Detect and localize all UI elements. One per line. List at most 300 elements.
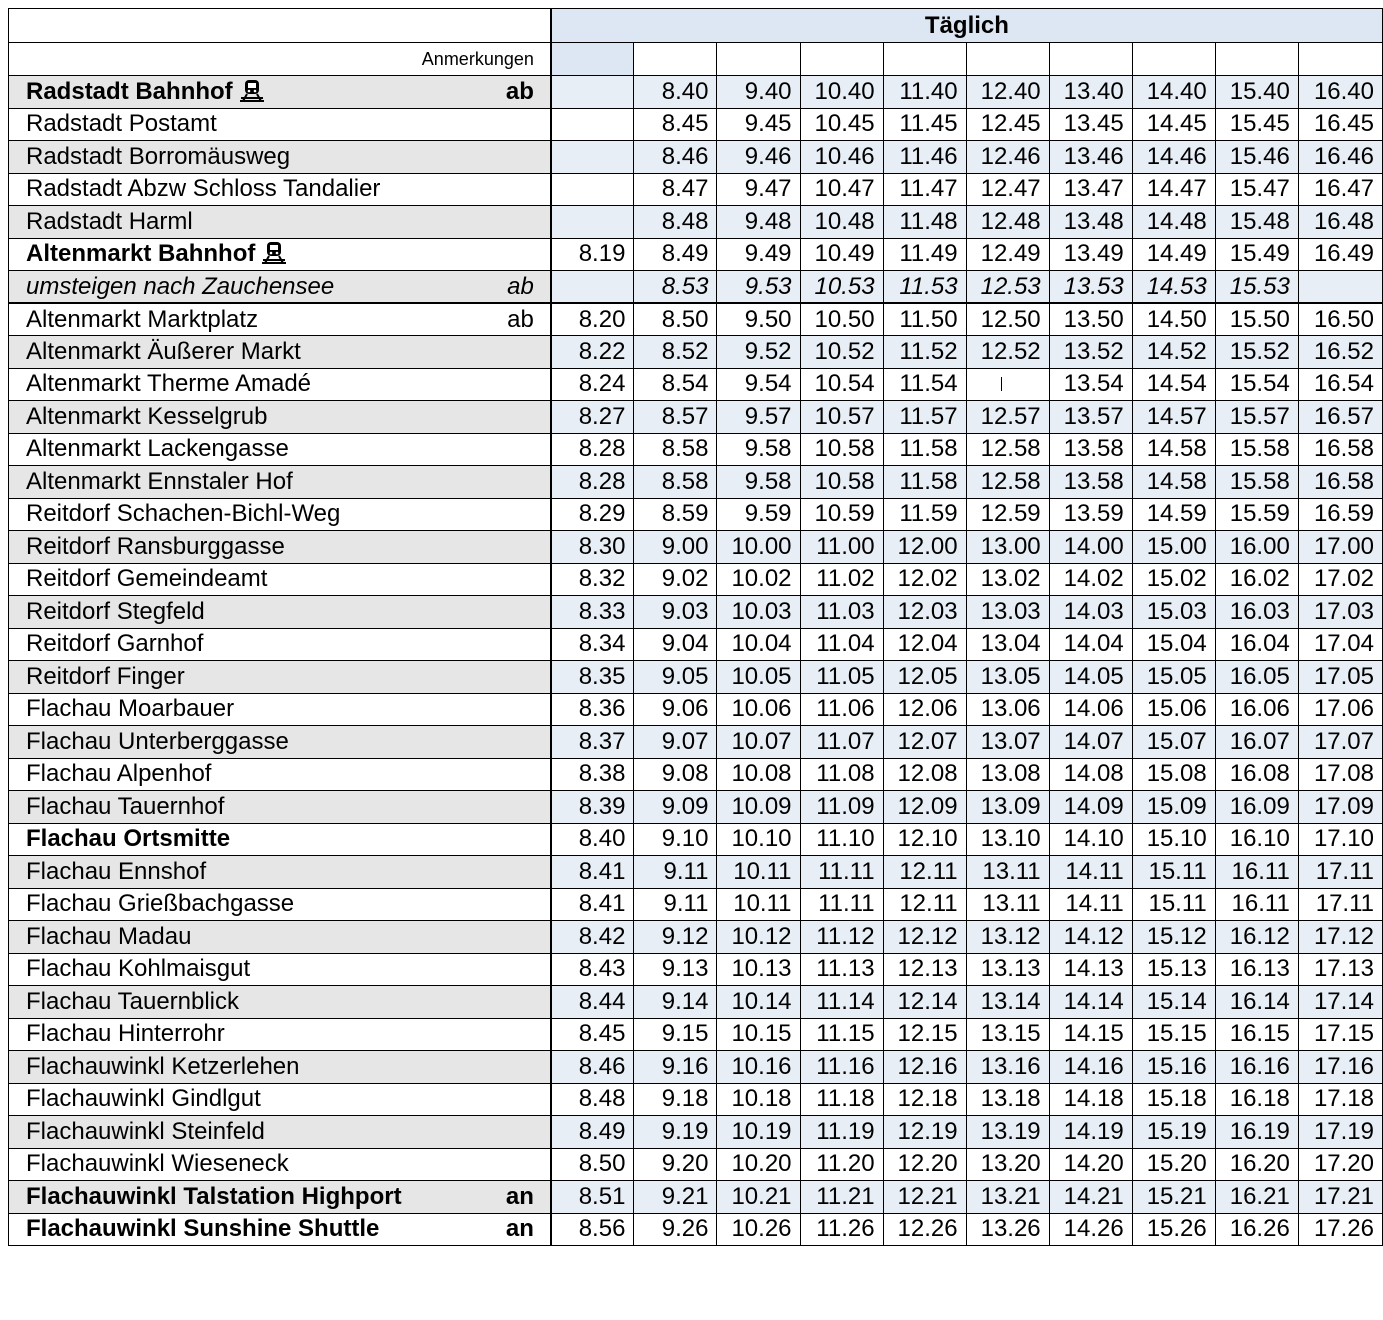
time-cell: 13.11: [966, 888, 1049, 921]
time-cell: 14.06: [1049, 693, 1132, 726]
timetable-row: [9, 1213, 1383, 1246]
time-cell: 13.02: [966, 563, 1049, 596]
timetable-row: [9, 173, 1383, 206]
stop-cell: [9, 1116, 551, 1149]
time-cell: 9.02: [634, 563, 717, 596]
time-cell: 9.11: [634, 888, 717, 921]
time-cell: 16.40: [1298, 76, 1382, 109]
time-cell: 11.58: [883, 433, 966, 466]
time-cell: 13.18: [966, 1083, 1049, 1116]
stop-cell: [9, 823, 551, 856]
time-cell: 16.07: [1215, 726, 1298, 759]
time-cell: 14.49: [1132, 238, 1215, 271]
stop-cell: [9, 271, 551, 304]
time-cell: 15.46: [1215, 141, 1298, 174]
time-cell: 9.54: [717, 368, 800, 401]
time-cell: 14.50: [1132, 303, 1215, 336]
time-cell: 10.02: [717, 563, 800, 596]
time-cell: 14.12: [1049, 921, 1132, 954]
time-cell: 12.05: [883, 661, 966, 694]
time-cell: 10.49: [800, 238, 883, 271]
time-cell: 9.57: [717, 401, 800, 434]
time-cell: 14.04: [1049, 628, 1132, 661]
time-cell: 14.13: [1049, 953, 1132, 986]
time-cell: 13.16: [966, 1051, 1049, 1084]
timetable-row: [9, 141, 1383, 174]
stop-name: Flachau Ennshof: [26, 857, 207, 885]
time-cell: 16.11: [1215, 856, 1298, 889]
time-cell: 13.50: [1049, 303, 1132, 336]
time-cell: 12.13: [883, 953, 966, 986]
time-cell: 11.02: [800, 563, 883, 596]
time-cell: 10.50: [800, 303, 883, 336]
stop-cell: [9, 466, 551, 499]
time-cell: 10.20: [717, 1148, 800, 1181]
header-row: [9, 9, 1383, 43]
time-cell: 14.00: [1049, 531, 1132, 564]
time-cell: 15.58: [1215, 433, 1298, 466]
timetable-row: [9, 238, 1383, 271]
stop-cell: [9, 563, 551, 596]
time-cell: 17.02: [1298, 563, 1382, 596]
stop-cell: [9, 401, 551, 434]
stop-name: Altenmarkt Kesselgrub: [26, 402, 268, 430]
time-cell: 12.02: [883, 563, 966, 596]
time-cell: 10.11: [717, 888, 800, 921]
time-cell: 8.24: [551, 368, 634, 401]
stop-name: Flachau Moarbauer: [26, 695, 235, 723]
time-cell: 8.47: [634, 173, 717, 206]
time-cell: 8.45: [551, 1018, 634, 1051]
timetable-row: [9, 1148, 1383, 1181]
timetable-row: [9, 758, 1383, 791]
time-cell: [551, 173, 634, 206]
time-cell: 17.04: [1298, 628, 1382, 661]
time-cell: 14.57: [1132, 401, 1215, 434]
stop-name: Reitdorf Gemeindeamt: [26, 565, 268, 593]
time-cell: 14.46: [1132, 141, 1215, 174]
timetable: [8, 8, 1383, 1246]
time-cell: 11.03: [800, 596, 883, 629]
time-cell: 14.18: [1049, 1083, 1132, 1116]
time-cell: 17.16: [1298, 1051, 1382, 1084]
time-cell: 9.40: [717, 76, 800, 109]
time-cell: 16.08: [1215, 758, 1298, 791]
time-cell: 11.20: [800, 1148, 883, 1181]
stop-name: Radstadt Postamt: [26, 110, 217, 138]
time-cell: 8.38: [551, 758, 634, 791]
time-cell: 16.09: [1215, 791, 1298, 824]
time-cell: 12.18: [883, 1083, 966, 1116]
time-cell: 17.26: [1298, 1213, 1382, 1246]
time-cell: 9.58: [717, 433, 800, 466]
stop-cell: [9, 433, 551, 466]
time-cell: 13.19: [966, 1116, 1049, 1149]
time-cell: 11.07: [800, 726, 883, 759]
time-cell: 17.11: [1298, 856, 1382, 889]
timetable-row: [9, 693, 1383, 726]
stop-name: Flachau Tauernhof: [26, 792, 225, 820]
time-cell: 8.50: [634, 303, 717, 336]
time-cell: 15.11: [1132, 888, 1215, 921]
time-cell: 9.18: [634, 1083, 717, 1116]
stop-cell: [9, 1083, 551, 1116]
time-cell: 8.53: [634, 271, 717, 304]
time-cell: 15.18: [1132, 1083, 1215, 1116]
time-cell: 9.47: [717, 173, 800, 206]
stop-cell: [9, 1051, 551, 1084]
time-cell: 10.00: [717, 531, 800, 564]
notes-cell: [634, 43, 717, 76]
stop-name: Flachauwinkl Wieseneck: [26, 1150, 289, 1178]
time-cell: 15.14: [1132, 986, 1215, 1019]
time-cell: [551, 271, 634, 304]
time-cell: 17.10: [1298, 823, 1382, 856]
time-cell: 14.16: [1049, 1051, 1132, 1084]
time-cell: 16.14: [1215, 986, 1298, 1019]
stop-name: Flachauwinkl Talstation Highport: [26, 1182, 402, 1210]
time-cell: 9.19: [634, 1116, 717, 1149]
time-cell: 9.12: [634, 921, 717, 954]
time-cell: 17.19: [1298, 1116, 1382, 1149]
time-cell: 13.47: [1049, 173, 1132, 206]
time-cell: 8.33: [551, 596, 634, 629]
time-cell: 11.11: [800, 856, 883, 889]
time-cell: 10.47: [800, 173, 883, 206]
time-cell: 11.18: [800, 1083, 883, 1116]
timetable-row: [9, 1083, 1383, 1116]
timetable-row: [9, 368, 1383, 401]
time-cell: 14.11: [1049, 856, 1132, 889]
time-cell: 13.09: [966, 791, 1049, 824]
time-cell: 16.54: [1298, 368, 1382, 401]
time-cell: 11.46: [883, 141, 966, 174]
time-cell: 12.19: [883, 1116, 966, 1149]
time-cell: 12.09: [883, 791, 966, 824]
stop-cell: [9, 76, 551, 109]
stop-name: Flachau Hinterrohr: [26, 1020, 225, 1048]
stop-name: Altenmarkt Ennstaler Hof: [26, 467, 293, 495]
stop-cell: [9, 238, 551, 271]
time-cell: 10.40: [800, 76, 883, 109]
time-cell: 8.49: [551, 1116, 634, 1149]
time-cell: 15.16: [1132, 1051, 1215, 1084]
time-cell: 12.04: [883, 628, 966, 661]
time-cell: 8.28: [551, 466, 634, 499]
stop-name: Reitdorf Finger: [26, 662, 185, 690]
timetable-row: [9, 271, 1383, 304]
time-cell: 15.50: [1215, 303, 1298, 336]
stop-name: Radstadt Borromäusweg: [26, 142, 291, 170]
time-cell: 11.26: [800, 1213, 883, 1246]
time-cell: 11.59: [883, 498, 966, 531]
timetable-row: [9, 336, 1383, 369]
time-cell: 9.15: [634, 1018, 717, 1051]
time-cell: 16.15: [1215, 1018, 1298, 1051]
time-cell: 10.59: [800, 498, 883, 531]
time-cell: 10.03: [717, 596, 800, 629]
time-cell: 16.05: [1215, 661, 1298, 694]
time-cell: 8.50: [551, 1148, 634, 1181]
time-cell: 9.03: [634, 596, 717, 629]
timetable-row: [9, 661, 1383, 694]
stop-cell: [9, 206, 551, 239]
stop-cell: [9, 628, 551, 661]
stop-cell: [9, 108, 551, 141]
time-cell: 16.02: [1215, 563, 1298, 596]
time-cell: 10.21: [717, 1181, 800, 1214]
stop-cell: [9, 173, 551, 206]
stop-name: Reitdorf Stegfeld: [26, 597, 205, 625]
time-cell: [966, 368, 1049, 401]
notes-cell: [1132, 43, 1215, 76]
time-cell: 16.21: [1215, 1181, 1298, 1214]
time-cell: 11.57: [883, 401, 966, 434]
timetable-row: [9, 76, 1383, 109]
time-cell: 15.06: [1132, 693, 1215, 726]
time-cell: 16.45: [1298, 108, 1382, 141]
time-cell: [1298, 271, 1382, 304]
time-cell: 16.06: [1215, 693, 1298, 726]
stop-name: Flachauwinkl Ketzerlehen: [26, 1052, 300, 1080]
time-cell: 14.09: [1049, 791, 1132, 824]
notes-cell: [800, 43, 883, 76]
time-cell: 17.20: [1298, 1148, 1382, 1181]
stop-name: Flachauwinkl Sunshine Shuttle: [26, 1215, 380, 1243]
time-cell: 16.04: [1215, 628, 1298, 661]
time-cell: 9.05: [634, 661, 717, 694]
time-cell: 10.19: [717, 1116, 800, 1149]
time-cell: 14.58: [1132, 466, 1215, 499]
time-cell: [551, 206, 634, 239]
time-cell: 8.48: [551, 1083, 634, 1116]
time-cell: 12.07: [883, 726, 966, 759]
time-cell: 15.09: [1132, 791, 1215, 824]
time-cell: 9.06: [634, 693, 717, 726]
time-cell: 11.40: [883, 76, 966, 109]
time-cell: 13.14: [966, 986, 1049, 1019]
time-cell: 15.47: [1215, 173, 1298, 206]
time-cell: 13.12: [966, 921, 1049, 954]
time-cell: 16.47: [1298, 173, 1382, 206]
stop-name: Reitdorf Schachen-Bichl-Weg: [26, 500, 341, 528]
time-cell: 13.46: [1049, 141, 1132, 174]
time-cell: 8.27: [551, 401, 634, 434]
time-cell: 16.48: [1298, 206, 1382, 239]
time-cell: 15.49: [1215, 238, 1298, 271]
time-cell: 11.21: [800, 1181, 883, 1214]
time-cell: 13.26: [966, 1213, 1049, 1246]
departure-arrival-marker: an: [505, 1182, 534, 1210]
time-cell: 8.35: [551, 661, 634, 694]
stop-cell: [9, 531, 551, 564]
time-cell: 10.15: [717, 1018, 800, 1051]
time-cell: 13.20: [966, 1148, 1049, 1181]
time-cell: 14.52: [1132, 336, 1215, 369]
time-cell: 13.40: [1049, 76, 1132, 109]
stop-cell: [9, 953, 551, 986]
timetable-row: [9, 563, 1383, 596]
time-cell: 17.03: [1298, 596, 1382, 629]
time-cell: 16.46: [1298, 141, 1382, 174]
time-cell: 16.13: [1215, 953, 1298, 986]
time-cell: 17.14: [1298, 986, 1382, 1019]
time-cell: 8.19: [551, 238, 634, 271]
time-cell: 13.08: [966, 758, 1049, 791]
time-cell: 16.10: [1215, 823, 1298, 856]
time-cell: 12.49: [966, 238, 1049, 271]
stop-cell: [9, 693, 551, 726]
timetable-row: [9, 1181, 1383, 1214]
time-cell: 16.58: [1298, 433, 1382, 466]
time-cell: 11.05: [800, 661, 883, 694]
time-cell: 9.20: [634, 1148, 717, 1181]
time-cell: 9.16: [634, 1051, 717, 1084]
time-cell: 10.07: [717, 726, 800, 759]
time-cell: 11.52: [883, 336, 966, 369]
time-cell: 13.54: [1049, 368, 1132, 401]
time-cell: 11.48: [883, 206, 966, 239]
time-cell: 9.53: [717, 271, 800, 304]
time-cell: 9.14: [634, 986, 717, 1019]
time-cell: 15.40: [1215, 76, 1298, 109]
stop-cell: [9, 986, 551, 1019]
notes-cell: [1215, 43, 1298, 76]
timetable-row: [9, 108, 1383, 141]
time-cell: 16.50: [1298, 303, 1382, 336]
time-cell: 10.09: [717, 791, 800, 824]
time-cell: 8.40: [634, 76, 717, 109]
time-cell: 10.57: [800, 401, 883, 434]
time-cell: 8.52: [634, 336, 717, 369]
time-cell: 14.47: [1132, 173, 1215, 206]
time-cell: 15.03: [1132, 596, 1215, 629]
time-cell: 12.47: [966, 173, 1049, 206]
time-cell: 12.48: [966, 206, 1049, 239]
time-cell: 13.49: [1049, 238, 1132, 271]
stop-cell: [9, 1181, 551, 1214]
time-cell: 10.06: [717, 693, 800, 726]
time-cell: 13.59: [1049, 498, 1132, 531]
time-cell: 15.07: [1132, 726, 1215, 759]
time-cell: 8.36: [551, 693, 634, 726]
timetable-row: [9, 1116, 1383, 1149]
time-cell: 11.54: [883, 368, 966, 401]
time-cell: 15.11: [1132, 856, 1215, 889]
time-cell: 11.58: [883, 466, 966, 499]
notes-cell: [1298, 43, 1382, 76]
time-cell: 13.03: [966, 596, 1049, 629]
time-cell: 16.57: [1298, 401, 1382, 434]
stop-cell: [9, 368, 551, 401]
time-cell: 11.09: [800, 791, 883, 824]
time-cell: 12.57: [966, 401, 1049, 434]
time-cell: 10.18: [717, 1083, 800, 1116]
time-cell: 14.10: [1049, 823, 1132, 856]
time-cell: 9.09: [634, 791, 717, 824]
time-cell: 14.11: [1049, 888, 1132, 921]
time-cell: 10.53: [800, 271, 883, 304]
time-cell: 14.21: [1049, 1181, 1132, 1214]
time-cell: 15.02: [1132, 563, 1215, 596]
time-cell: 13.45: [1049, 108, 1132, 141]
time-cell: 8.34: [551, 628, 634, 661]
time-cell: 9.10: [634, 823, 717, 856]
time-cell: 8.59: [634, 498, 717, 531]
stop-name: Radstadt Harml: [26, 207, 193, 235]
time-cell: 15.08: [1132, 758, 1215, 791]
stop-name: Altenmarkt Marktplatz: [26, 305, 259, 333]
time-cell: 13.13: [966, 953, 1049, 986]
stop-name: Flachau Kohlmaisgut: [26, 955, 251, 983]
stop-cell: [9, 856, 551, 889]
time-cell: 12.06: [883, 693, 966, 726]
stop-name: Flachau Grießbachgasse: [26, 890, 295, 918]
stop-cell: [9, 141, 551, 174]
time-cell: 13.53: [1049, 271, 1132, 304]
departure-arrival-marker: ab: [505, 77, 534, 105]
time-cell: 10.04: [717, 628, 800, 661]
time-cell: 13.04: [966, 628, 1049, 661]
time-cell: 11.08: [800, 758, 883, 791]
time-cell: 14.59: [1132, 498, 1215, 531]
time-cell: 10.45: [800, 108, 883, 141]
notes-cell: [966, 43, 1049, 76]
time-cell: 15.15: [1132, 1018, 1215, 1051]
time-cell: 8.46: [634, 141, 717, 174]
time-cell: 11.50: [883, 303, 966, 336]
stop-name: Altenmarkt Bahnhof: [26, 240, 256, 268]
time-cell: 12.08: [883, 758, 966, 791]
time-cell: 14.26: [1049, 1213, 1132, 1246]
stop-cell: [9, 888, 551, 921]
time-cell: 9.52: [717, 336, 800, 369]
time-cell: 8.41: [551, 856, 634, 889]
time-cell: 15.13: [1132, 953, 1215, 986]
time-cell: 16.19: [1215, 1116, 1298, 1149]
time-cell: 11.19: [800, 1116, 883, 1149]
time-cell: 12.40: [966, 76, 1049, 109]
time-cell: 12.50: [966, 303, 1049, 336]
stop-cell: [9, 1213, 551, 1246]
stop-name: Flachauwinkl Gindlgut: [26, 1085, 261, 1113]
stop-cell: [9, 303, 551, 336]
timetable-row: [9, 726, 1383, 759]
time-cell: 13.05: [966, 661, 1049, 694]
time-cell: 15.05: [1132, 661, 1215, 694]
time-cell: 9.59: [717, 498, 800, 531]
time-cell: 14.40: [1132, 76, 1215, 109]
time-cell: 12.52: [966, 336, 1049, 369]
time-cell: 9.46: [717, 141, 800, 174]
time-cell: 15.04: [1132, 628, 1215, 661]
time-cell: 13.10: [966, 823, 1049, 856]
time-cell: 13.07: [966, 726, 1049, 759]
stop-cell: [9, 661, 551, 694]
time-cell: 16.49: [1298, 238, 1382, 271]
stop-cell: [9, 758, 551, 791]
time-cell: 15.10: [1132, 823, 1215, 856]
time-cell: 16.58: [1298, 466, 1382, 499]
time-cell: 8.29: [551, 498, 634, 531]
time-cell: 8.49: [634, 238, 717, 271]
time-cell: 11.14: [800, 986, 883, 1019]
time-cell: 8.58: [634, 433, 717, 466]
time-cell: [551, 76, 634, 109]
stop-cell: [9, 498, 551, 531]
notes-cell: [717, 43, 800, 76]
time-cell: 9.13: [634, 953, 717, 986]
